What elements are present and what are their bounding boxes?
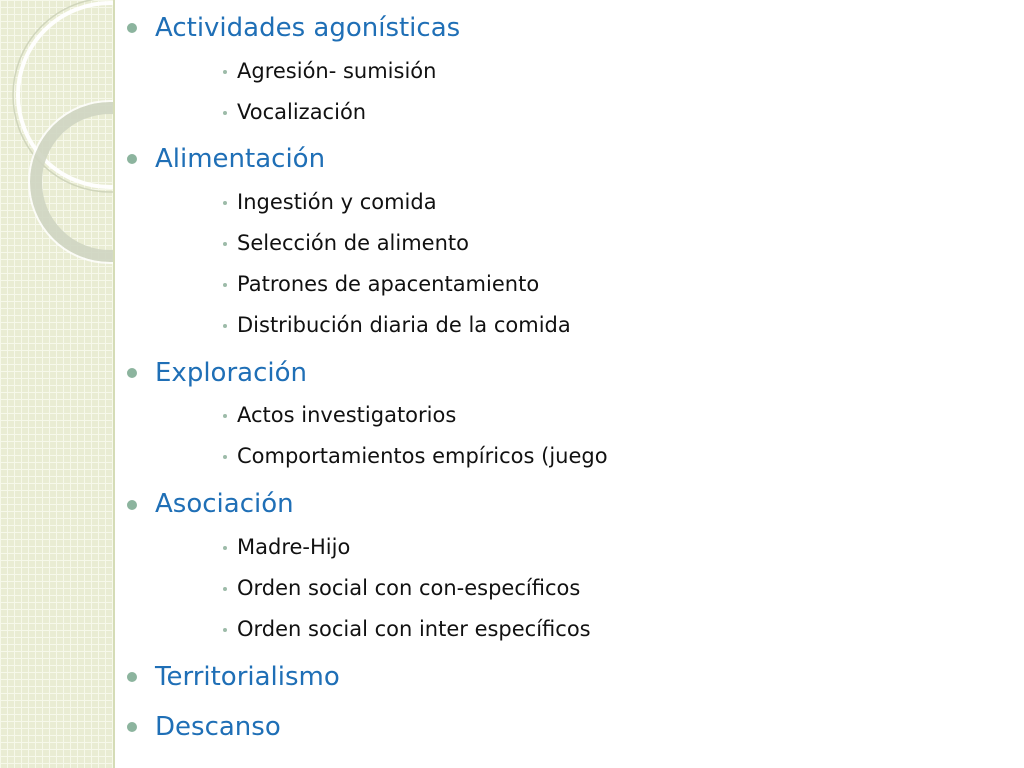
list-item-heading: Exploración: [155, 358, 307, 388]
list-item-subitem: Orden social con con-específicos: [237, 576, 581, 600]
sub-bullet-marker: [223, 628, 227, 632]
bullet-marker: [127, 154, 137, 164]
sub-bullet-marker: [223, 414, 227, 418]
sub-bullet-marker: [223, 201, 227, 205]
bullet-marker: [127, 500, 137, 510]
sub-bullet-marker: [223, 587, 227, 591]
sub-bullet-marker: [223, 283, 227, 287]
list-item-heading: Actividades agonísticas: [155, 13, 461, 43]
list-item-subitem: Patrones de apacentamiento: [237, 272, 540, 296]
sub-bullet-marker: [223, 546, 227, 550]
sub-bullet-marker: [223, 70, 227, 74]
list-item-subitem: Distribución diaria de la comida: [237, 313, 571, 337]
list-item-subitem: Selección de alimento: [237, 231, 469, 255]
list-item-subitem: Actos investigatorios: [237, 403, 457, 427]
list-item-heading: Asociación: [155, 489, 294, 519]
list-item-subitem: Ingestión y comida: [237, 190, 437, 214]
bullet-marker: [127, 722, 137, 732]
sub-bullet-marker: [223, 455, 227, 459]
list-item-subitem: Agresión- sumisión: [237, 59, 437, 83]
bullet-marker: [127, 672, 137, 682]
bullet-marker: [127, 368, 137, 378]
list-item-subitem: Madre-Hijo: [237, 535, 351, 559]
list-item-heading: Alimentación: [155, 144, 326, 174]
list-item-subitem: Vocalización: [237, 100, 367, 124]
bullet-marker: [127, 23, 137, 33]
list-item-subitem: Orden social con inter específicos: [237, 617, 591, 641]
sub-bullet-marker: [223, 242, 227, 246]
list-item-subitem: Comportamientos empíricos (juego: [237, 444, 608, 468]
list-item-heading: Territorialismo: [155, 662, 340, 692]
sub-bullet-marker: [223, 324, 227, 328]
sub-bullet-marker: [223, 111, 227, 115]
list-item-heading: Descanso: [155, 712, 281, 742]
